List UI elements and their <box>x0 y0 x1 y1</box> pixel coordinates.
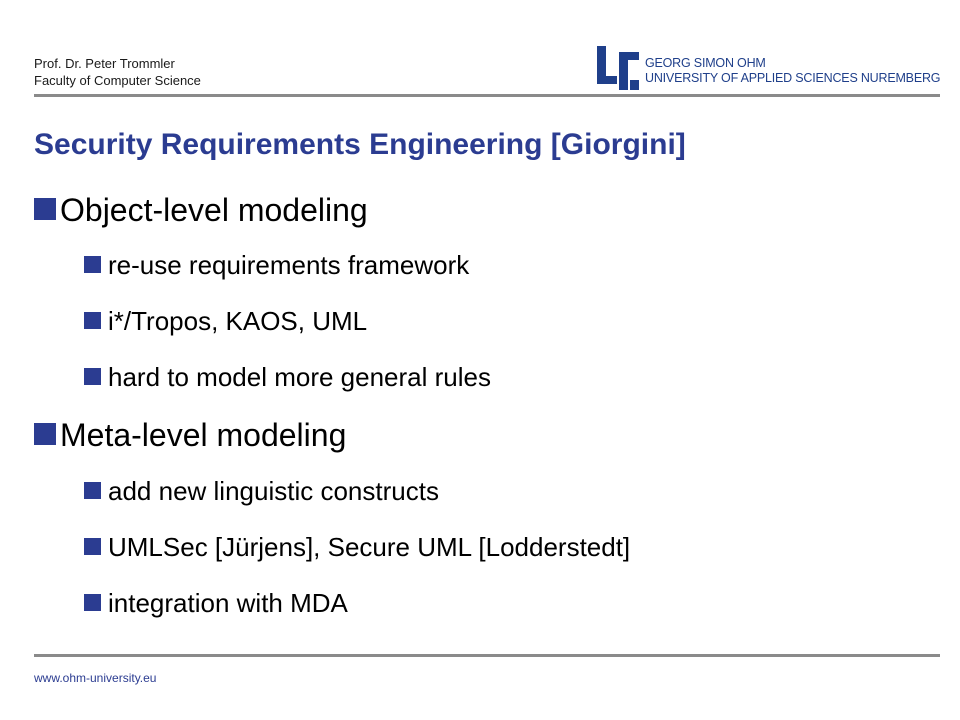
university-logo <box>597 46 940 90</box>
bullet-level1-text: Meta-level modeling <box>60 417 347 453</box>
bullet-level2-text: hard to model more general rules <box>108 362 491 392</box>
author-name: Prof. Dr. Peter Trommler <box>34 56 175 71</box>
square-bullet-icon <box>34 198 56 220</box>
bullet-level2-text: add new linguistic constructs <box>108 476 439 506</box>
logo-text-line1: GEORG SIMON OHM <box>645 56 766 70</box>
bullet-level2 <box>84 474 439 508</box>
bullet-level2-text: i*/Tropos, KAOS, UML <box>108 306 368 336</box>
bullet-level1 <box>34 415 346 455</box>
footer-divider <box>34 654 940 657</box>
bullet-level2-text: re-use requirements framework <box>108 250 470 280</box>
square-bullet-icon <box>84 482 101 499</box>
square-bullet-icon <box>84 538 101 555</box>
bullet-level2-text: integration with MDA <box>108 588 348 618</box>
square-bullet-icon <box>84 312 101 329</box>
bullet-level2 <box>84 586 348 620</box>
footer-url[interactable]: www.ohm-university.eu <box>34 671 157 685</box>
logo-text-line2: UNIVERSITY OF APPLIED SCIENCES NUREMBERG <box>645 71 941 85</box>
square-bullet-icon <box>84 256 101 273</box>
bullet-level1-text: Object-level modeling <box>60 192 368 228</box>
square-bullet-icon <box>34 423 56 445</box>
square-bullet-icon <box>84 368 101 385</box>
bullet-level2 <box>84 304 367 338</box>
author-block <box>34 55 201 89</box>
bullet-level2 <box>84 360 491 394</box>
slide-title: Security Requirements Engineering [Giorgini] <box>34 128 686 161</box>
header-divider <box>34 94 940 97</box>
bullet-level2-text: UMLSec [Jürjens], Secure UML [Lodderstedt] <box>108 532 631 562</box>
bullet-level2 <box>84 530 630 564</box>
faculty-name: Faculty of Computer Science <box>34 73 201 88</box>
bullet-level2 <box>84 248 469 282</box>
bullet-level1 <box>34 190 368 230</box>
square-bullet-icon <box>84 594 101 611</box>
university-logo-mark-icon <box>597 46 641 90</box>
